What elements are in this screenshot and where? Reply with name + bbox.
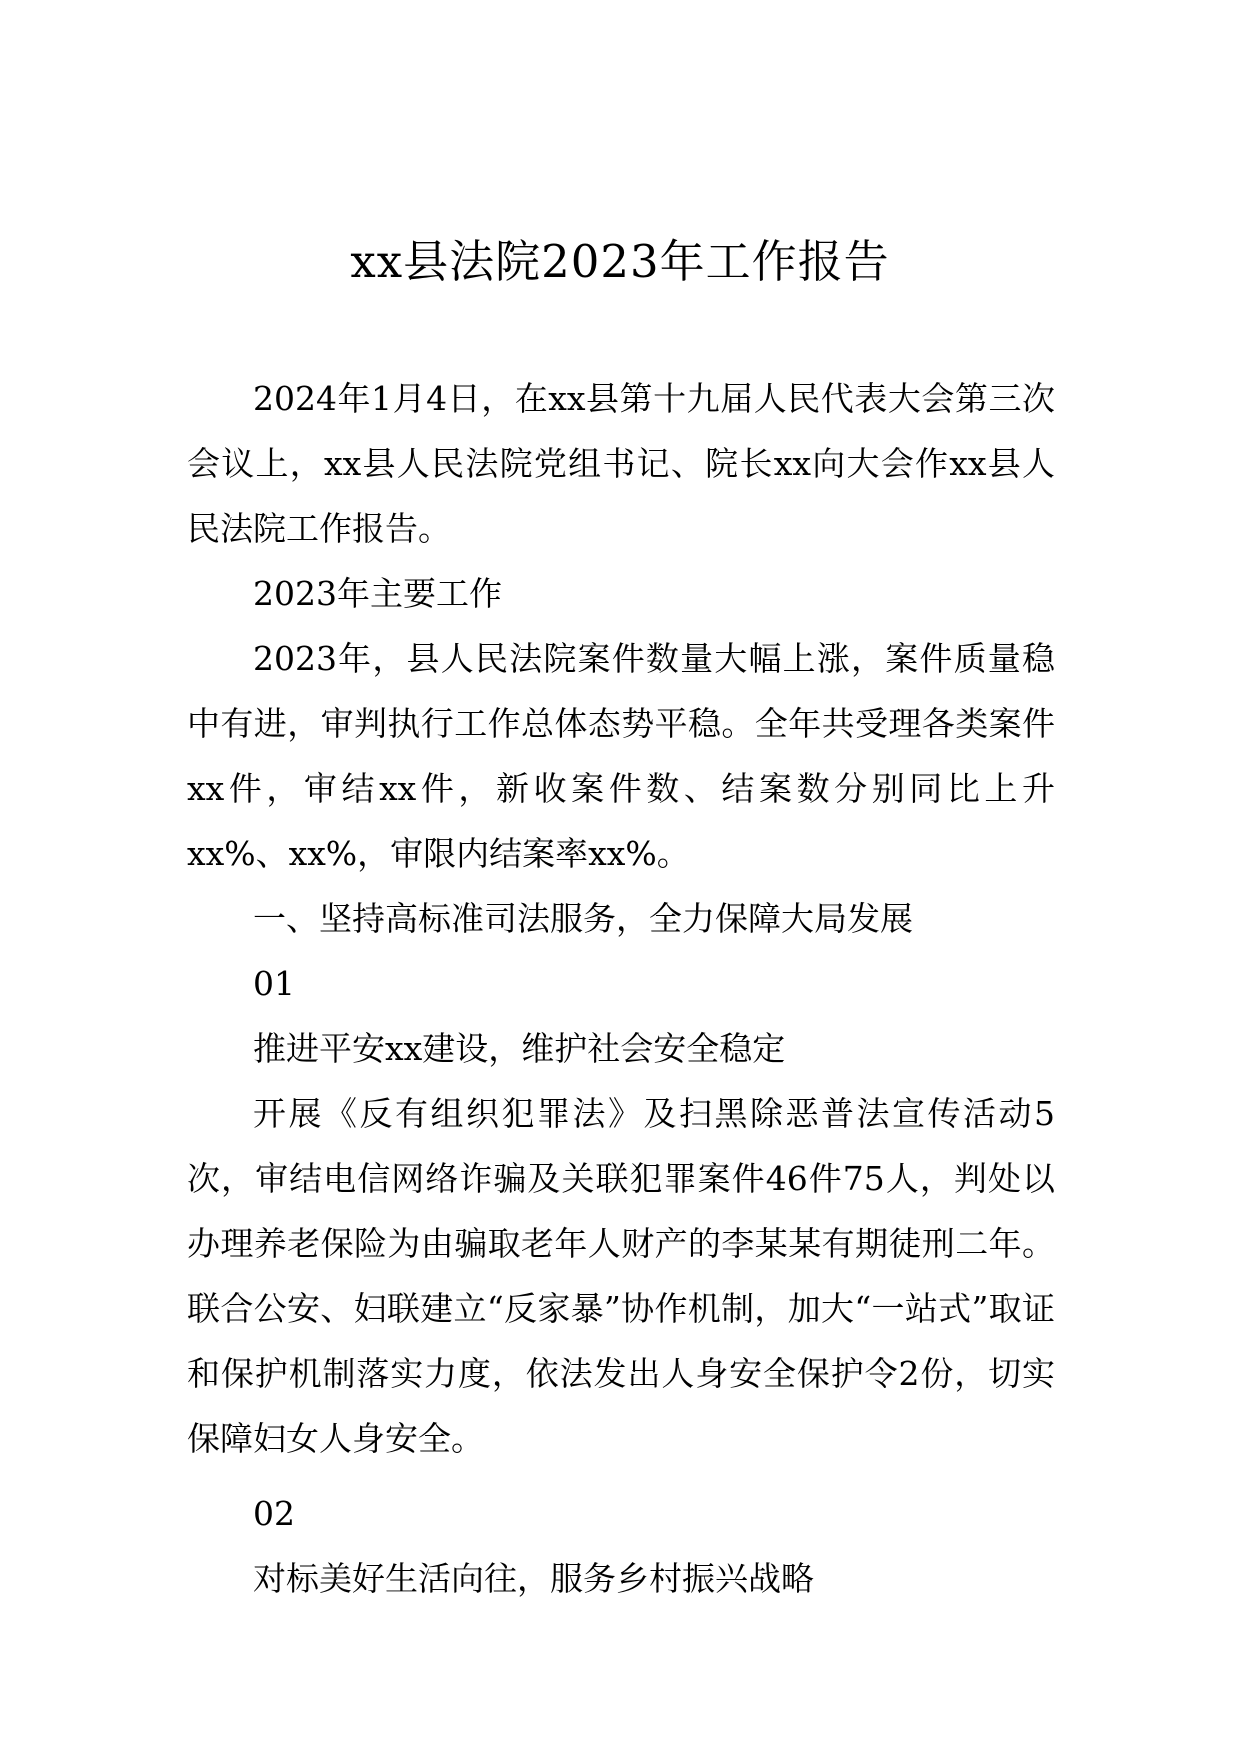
section-heading-main-work: 2023年主要工作 — [253, 574, 502, 613]
subsection-number-02: 02 — [253, 1494, 295, 1533]
summary-paragraph: 2023年，县人民法院案件数量大幅上涨，案件质量稳中有进，审判执行工作总体态势平稳。全年共受理各类案件xx件，审结xx件，新收案件数、结案数分别同比上升xx%、xx%，审限内结案率xx%。 — [187, 639, 1055, 873]
subsection-number-01: 01 — [253, 964, 295, 1003]
section-heading-one: 一、坚持高标准司法服务，全力保障大局发展 — [253, 899, 913, 938]
subsection-title-01: 推进平安xx建设，维护社会安全稳定 — [253, 1029, 786, 1068]
subsection-body-01: 开展《反有组织犯罪法》及扫黑除恶普法宣传活动5次，审结电信网络诈骗及关联犯罪案件46件75人，判处以办理养老保险为由骗取老年人财产的李某某有期徒刑二年。联合公安、妇联建立“反家暴”协作机制，加大“一站式”取证和保护机制落实力度，依法发出人身安全保护令2份，切实保障妇女人身安全。 — [187, 1094, 1055, 1458]
document-title: xx县法院2023年工作报告 — [350, 235, 890, 288]
subsection-title-02: 对标美好生活向往，服务乡村振兴战略 — [253, 1559, 814, 1598]
intro-paragraph: 2024年1月4日，在xx县第十九届人民代表大会第三次会议上，xx县人民法院党组书记、院长xx向大会作xx县人民法院工作报告。 — [187, 379, 1055, 548]
document-body — [187, 366, 1055, 1611]
